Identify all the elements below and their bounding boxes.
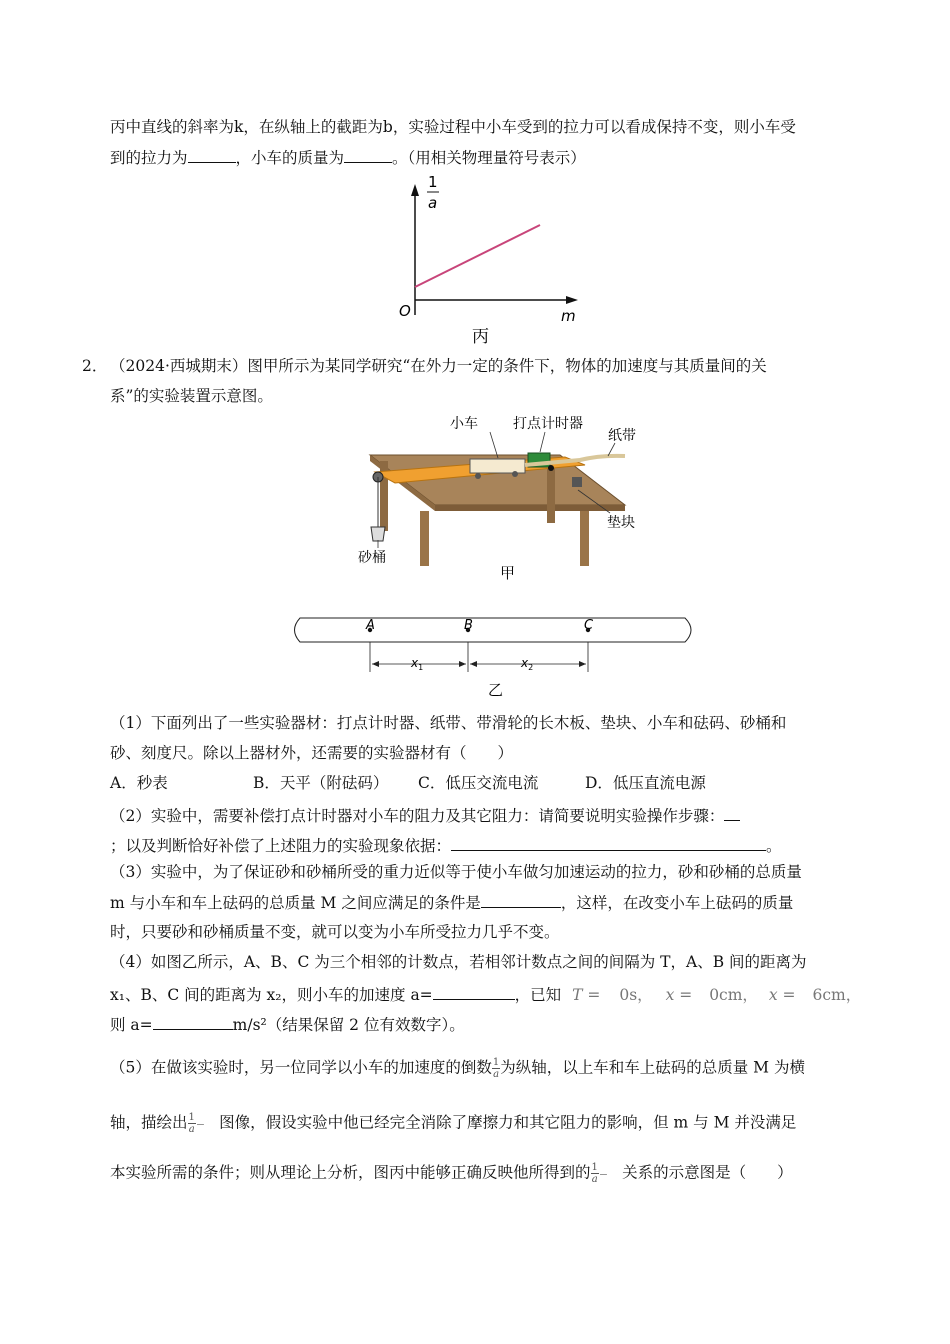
table-leg: [547, 465, 555, 523]
label-timer: 打点计时器: [513, 416, 583, 432]
table-leg: [580, 511, 589, 566]
point-a-label: A: [366, 618, 375, 633]
sub4-line2: [110, 984, 861, 1005]
point-c-label: C: [584, 618, 594, 633]
sub4-line3a: 则 a=: [110, 1016, 153, 1034]
sub2-line2: [110, 835, 782, 856]
sub3-line1: （3）实验中，为了保证砂和砂桶所受的重力近似等于使小车做匀加速运动的拉力，砂和砂桶的总质量: [110, 863, 802, 881]
sub5-line2b: 图像，假设实验中他已经完全消除了摩擦力和其它阻力的影响，但 m 与 M 并没满足: [219, 1113, 797, 1132]
timer-pin: [548, 465, 554, 471]
sub5-line3: [110, 1162, 793, 1185]
fraction-1-over-a: [188, 1112, 196, 1135]
sub3-line2a: m 与小车和车上砝码的总质量 M 之间应满足的条件是: [110, 894, 481, 912]
sub5-line1b: 为纵轴，以上车和车上砝码的总质量 M 为横: [500, 1058, 805, 1077]
sub5-line1: [110, 1057, 805, 1080]
sub5-line3a: 本实验所需的条件；则从理论上分析，图丙中能够正确反映他所得到的: [110, 1163, 591, 1182]
label-tape: 纸带: [608, 428, 636, 444]
fraction-1-over-a: [492, 1057, 500, 1080]
x2-label: $x_2$: [521, 656, 534, 672]
y-label-den: a: [428, 194, 438, 212]
sub4-line3: [110, 1014, 465, 1035]
sub1-line1: （1）下面列出了一些实验器材：打点计时器、纸带、带滑轮的长木板、垫块、小车和砝码、砂桶和: [110, 714, 787, 732]
sub1-options: [110, 773, 830, 793]
label-bucket: 砂桶: [358, 550, 386, 566]
graph-bing: [390, 170, 590, 350]
frac-den: a: [188, 1124, 195, 1135]
tape-figure: [285, 610, 705, 700]
frac-num: 1: [492, 1057, 500, 1068]
table-leg: [420, 511, 429, 566]
label-leader: [490, 432, 498, 458]
prev-question-line2: [110, 147, 586, 168]
sub5-line1a: （5）在做该实验时，另一位同学以小车的加速度的倒数: [110, 1058, 492, 1077]
x1-label: $x_1$: [411, 656, 424, 672]
frac-den: a: [493, 1069, 500, 1080]
frac-dash: −: [195, 1117, 206, 1131]
frac-num: 1: [188, 1112, 195, 1123]
t-equals: T =: [572, 986, 601, 1004]
sub2-line1: [110, 805, 740, 826]
sub4-line3b: m/s²（结果保留 2 位有效数字）。: [232, 1016, 465, 1034]
sub5-line2a: 轴，描绘出: [110, 1113, 188, 1132]
label-block: 垫块: [607, 515, 635, 531]
option-b[interactable]: B．天平（附砝码）: [253, 774, 389, 792]
block: [572, 477, 582, 487]
prev-question-line2c: 。（用相关物理量符号表示）: [392, 149, 586, 167]
sub3-line2b: ，这样，在改变小车上砝码的质量: [560, 894, 794, 912]
label-car: 小车: [450, 416, 478, 432]
apparatus-caption: 甲: [500, 564, 516, 582]
x1-equals: x =: [665, 986, 693, 1004]
arrow-icon: [459, 661, 466, 667]
answer-blank-accel-value[interactable]: [153, 1014, 233, 1030]
sub3-line2: [110, 892, 793, 913]
y-label-num: 1: [428, 173, 438, 191]
sub4-line2b: ，已知: [514, 986, 562, 1004]
sub1-line2: 砂、刻度尺。除以上器材外，还需要的实验器材有（ ）: [110, 744, 514, 762]
wheel-icon: [512, 471, 518, 477]
apparatus-figure: [350, 410, 650, 585]
sub5-line2: [110, 1112, 796, 1135]
prev-question-line2a: 到的拉力为: [110, 149, 188, 167]
answer-blank-mass[interactable]: [344, 147, 392, 163]
sub4-line1: （4）如图乙所示，A、B、C 为三个相邻的计数点，若相邻计数点之间的间隔为 T，A、B 间的距离为: [110, 953, 807, 971]
table-edge: [435, 505, 625, 511]
t-value: 0s，: [619, 986, 653, 1004]
sub3-line3: 时，只要砂和砂桶质量不变，就可以变为小车所受拉力几乎不变。: [110, 923, 560, 941]
label-leader: [540, 432, 545, 452]
arrow-icon: [372, 661, 379, 667]
x-label: m: [561, 307, 576, 325]
fraction-1-over-a: [591, 1162, 599, 1185]
arrow-icon: [470, 661, 477, 667]
answer-blank-condition[interactable]: [481, 892, 561, 908]
frac-num: 1: [591, 1162, 598, 1173]
x2-equals: x =: [768, 986, 796, 1004]
tape-caption: 乙: [488, 681, 504, 699]
x2-value: 6cm，: [812, 986, 862, 1004]
option-a[interactable]: A．秒表: [110, 774, 168, 792]
arrow-icon: [579, 661, 586, 667]
car: [470, 459, 525, 473]
option-c[interactable]: C．低压交流电流: [418, 774, 539, 792]
option-d[interactable]: D．低压直流电源: [585, 774, 706, 792]
sub4-line2a: x₁、B、C 间的距离为 x₂，则小车的加速度 a=: [110, 986, 433, 1004]
sub5-line3b: 关系的示意图是（ ）: [622, 1163, 793, 1182]
sub2-line2a: ；以及判断恰好补偿了上述阻力的实验现象依据：: [110, 837, 452, 855]
answer-blank-force[interactable]: [188, 147, 236, 163]
question2-line2: 系”的实验装置示意图。: [110, 387, 273, 405]
answer-blank-accel-expr[interactable]: [433, 984, 515, 1000]
origin-label: O: [399, 302, 411, 320]
x1-value: 0cm，: [709, 986, 758, 1004]
prev-question-line2b: ，小车的质量为: [235, 149, 345, 167]
sub2-line2b: 。: [766, 837, 782, 855]
answer-blank-steps[interactable]: [724, 805, 740, 821]
question2-line1: （2024·西城期末）图甲所示为某同学研究“在外力一定的条件下，物体的加速度与其质量间的关: [110, 357, 767, 375]
point-b-label: B: [464, 618, 473, 633]
y-axis-arrow-icon: [411, 184, 419, 196]
x-axis-arrow-icon: [566, 296, 578, 304]
graph-caption: 丙: [472, 327, 489, 347]
frac-den: a: [591, 1174, 598, 1185]
frac-dash: −: [598, 1167, 609, 1181]
paper-tape-outline: [295, 618, 692, 642]
graph-line: [415, 225, 540, 287]
question-number: 2．: [82, 357, 108, 375]
sand-bucket-icon: [371, 527, 385, 541]
prev-question-line1: 丙中直线的斜率为k，在纵轴上的截距为b，实验过程中小车受到的拉力可以看成保持不变，则小车受: [110, 118, 796, 136]
answer-blank-evidence[interactable]: [451, 835, 766, 851]
wheel-icon: [475, 473, 481, 479]
sub2-line1-text: （2）实验中，需要补偿打点计时器对小车的阻力及其它阻力：请简要说明实验操作步骤：: [110, 807, 725, 825]
